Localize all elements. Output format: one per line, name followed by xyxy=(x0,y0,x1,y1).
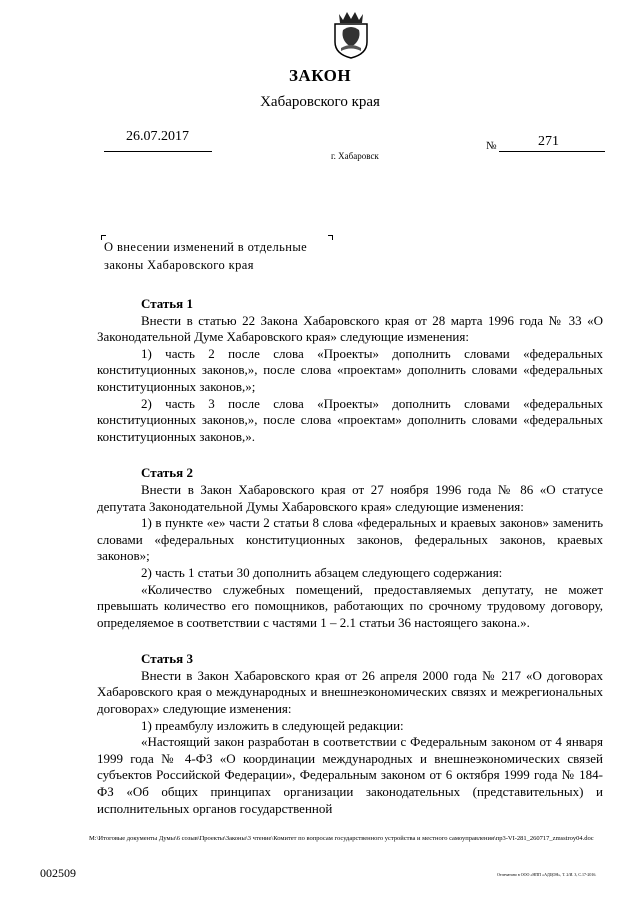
document-number: 002509 xyxy=(40,866,76,880)
subject-line-1: О внесении изменений в отдельные xyxy=(104,240,308,254)
law-date: 26.07.2017 xyxy=(126,129,189,144)
paragraph: 2) часть 1 статьи 30 дополнить абзацем следующего содержания: xyxy=(141,564,503,580)
article-2 xyxy=(97,465,603,631)
law-subject xyxy=(104,238,307,274)
subject-line-2: законы Хабаровского края xyxy=(104,258,254,272)
paragraph: «Количество служебных помещений, предоставляемых депутату, не может превышать количество его помощников, работающих по срочному трудовому договору, определяемое в соответствии с частями 1 – 2.1 статьи 36 настоящего закона.». xyxy=(97,581,603,630)
law-title: ЗАКОН xyxy=(288,66,352,85)
paragraph: Внести в Закон Хабаровского края от 26 апреля 2000 года № 217 «О договорах Хабаровского края о международных и внешнеэкономических связях и межрегиональных договорах» следующие изменения: xyxy=(97,667,603,717)
paragraph: 1) в пункте «е» части 2 статьи 8 слова «федеральных и краевых законов» заменить словами «федеральных конституционных законов, федеральных законов, краевых законов»; xyxy=(97,515,603,564)
article-1 xyxy=(97,296,603,445)
paragraph: 1) преамбулу изложить в следующей редакции: xyxy=(141,717,404,733)
subject-corner-right xyxy=(328,235,333,240)
file-path-footer: M:\Итоговые документы Думы\6 созыв\Проекты\Законы\3 чтение\Комитет по вопросам государственного устройства и местного самоуправления\пр3-VI-281_260717_zmsstroy04.doc xyxy=(89,835,594,842)
coat-of-arms-emblem xyxy=(331,8,371,60)
city-label: г. Хабаровск xyxy=(331,151,379,161)
paragraph: 1) часть 2 после слова «Проекты» дополнить словами «федеральных конституционных законов,», после слова «проектам» дополнить словами «федеральных конституционных законов,»; xyxy=(97,345,603,394)
number-underline xyxy=(499,151,605,152)
law-body xyxy=(97,296,603,817)
law-number: 271 xyxy=(538,134,559,149)
paragraph: Внести в Закон Хабаровского края от 27 ноября 1996 года № 86 «О статусе депутата Законодательной Думы Хабаровского края» следующие изменения: xyxy=(97,481,603,514)
article-title: Статья 3 xyxy=(141,651,193,667)
paragraph: Внести в статью 22 Закона Хабаровского края от 28 марта 1996 года № 33 «О Законодательной Думе Хабаровского края» следующие изменения: xyxy=(97,312,603,345)
article-3 xyxy=(97,651,603,817)
number-label: № xyxy=(486,140,497,152)
article-title: Статья 1 xyxy=(141,296,193,311)
article-title: Статья 2 xyxy=(141,465,193,481)
print-stamp: Отпечатано в ООО «НПП «АДЦОН», Т. 2/И. 3, С.17-2016. xyxy=(497,872,597,877)
date-underline xyxy=(104,151,212,152)
paragraph: 2) часть 3 после слова «Проекты» дополнить словами «федеральных конституционных законов,», после слова «проектам» дополнить словами «федеральных конституционных законов,». xyxy=(97,395,603,444)
region-subtitle: Хабаровского края xyxy=(260,94,380,110)
paragraph: «Настоящий закон разработан в соответствии с Федеральным законом от 4 января 1999 года № 4-ФЗ «О координации международных и внешнеэкономических связей субъектов Российской Федерации», Федеральным законом от 6 октября 1999 года № 184-ФЗ «Об общих принципах организации законодательных (представительных) и исполнительных органов государственной xyxy=(97,734,603,816)
